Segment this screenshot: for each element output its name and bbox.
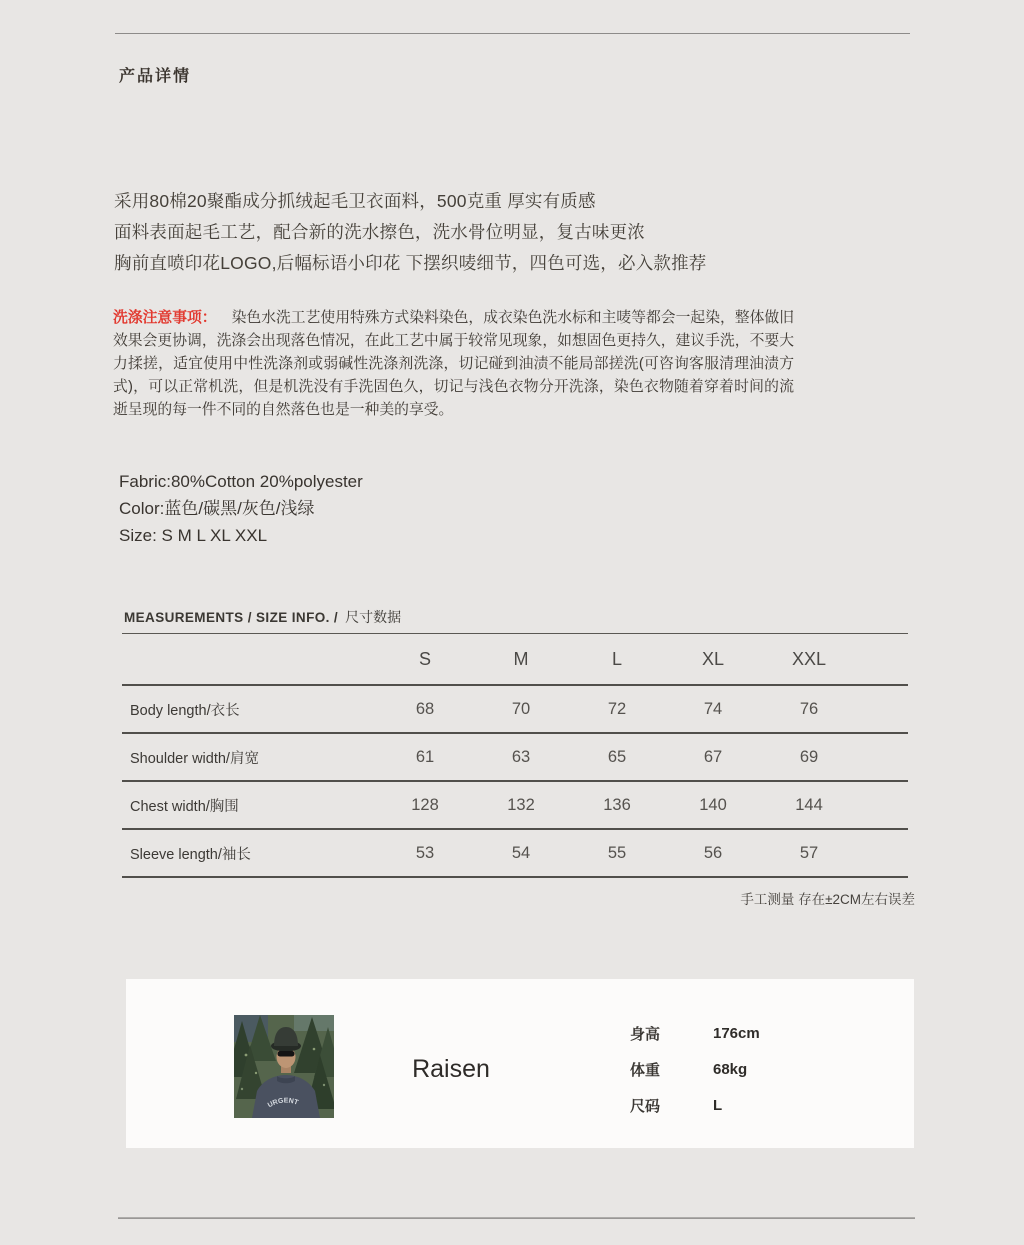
size-value: 144 [761,781,857,829]
row-label: Body length/衣长 [122,685,377,733]
size-column-header: XL [665,634,761,686]
spec-color: Color:蓝色/碳黑/灰色/浅绿 [119,499,315,518]
row-label: Shoulder width/肩宽 [122,733,377,781]
size-value: 74 [665,685,761,733]
size-value: 65 [569,733,665,781]
size-table-header-row [122,634,908,686]
stat-value: L [713,1096,723,1114]
size-column-header: M [473,634,569,686]
page-title: 产品详情 [119,68,192,85]
stat-label: 身高 [630,1025,661,1043]
size-value: 70 [473,685,569,733]
size-value: 76 [761,685,857,733]
model-name: Raisen [412,1055,490,1083]
stat-row-height [630,1015,760,1051]
size-table [122,633,908,878]
stat-row-size [630,1087,760,1123]
size-value: 56 [665,829,761,877]
row-label: Chest width/胸围 [122,781,377,829]
stat-label: 体重 [630,1061,661,1079]
model-shirt-text: URGENT [266,1097,300,1110]
size-value: 54 [473,829,569,877]
table-row [122,685,908,733]
wash-notice-text: 染色水洗工艺使用特殊方式染料染色，成衣染色洗水标和主唛等都会一起染，整体做旧效果会更协调，洗涤会出现落色情况，在此工艺中属于较常见现象，如想固色更持久，建议手洗，不要大力揉搓，适宜使用中性洗涤剂或弱碱性洗涤剂洗涤，切记碰到油渍不能局部搓洗(可咨询客服清理油渍方式)，可以正常机洗，但是机洗没有手洗固色久，切记与浅色衣物分开洗涤，染色衣物随着穿着时间的流逝呈现的每一件不同的自然落色也是一种美的享受。 [113,310,794,418]
size-value: 69 [761,733,857,781]
stat-value: 68kg [713,1060,748,1078]
size-value: 128 [377,781,473,829]
size-table-spacer-cell [857,781,908,829]
bottom-divider [118,1217,915,1219]
product-specs [119,468,363,549]
size-value: 61 [377,733,473,781]
spec-size: Size: S M L XL XXL [119,526,268,545]
measurement-note: 手工测量 存在±2CM左右误差 [740,892,915,907]
size-value: 72 [569,685,665,733]
wash-notice [113,307,794,422]
measurements-heading [124,607,401,627]
model-photo-illustration [234,1015,334,1118]
description-line: 面料表面起毛工艺，配合新的洗水擦色，洗水骨位明显，复古味更浓 [114,222,645,242]
size-column-header: XXL [761,634,857,686]
size-table-spacer-cell [857,634,908,686]
measurements-heading-en: MEASUREMENTS / SIZE INFO. / [124,610,339,625]
measurements-heading-cn: 尺寸数据 [345,609,402,625]
row-label: Sleeve length/袖长 [122,829,377,877]
model-card [126,979,914,1148]
size-value: 68 [377,685,473,733]
size-value: 53 [377,829,473,877]
size-column-header: L [569,634,665,686]
size-table-spacer-cell [857,733,908,781]
size-value: 132 [473,781,569,829]
size-value: 140 [665,781,761,829]
description-line: 胸前直喷印花LOGO,后幅标语小印花 下摆织唛细节，四色可选，必入款推荐 [114,253,707,273]
stat-value: 176cm [713,1024,760,1042]
stat-row-weight [630,1051,760,1087]
size-table-corner-cell [122,634,377,686]
size-column-header: S [377,634,473,686]
model-photo [234,1015,334,1118]
table-row [122,781,908,829]
size-value: 67 [665,733,761,781]
description-line: 采用80棉20聚酯成分抓绒起毛卫衣面料，500克重 厚实有质感 [114,191,596,211]
size-value: 57 [761,829,857,877]
size-table-spacer-cell [857,829,908,877]
size-value: 63 [473,733,569,781]
model-stats [630,1015,760,1123]
product-description [114,186,814,279]
table-row [122,733,908,781]
size-value: 136 [569,781,665,829]
top-divider [115,33,910,34]
wash-notice-label: 洗涤注意事项： [113,310,217,326]
stat-label: 尺码 [630,1097,661,1115]
spec-fabric: Fabric:80%Cotton 20%polyester [119,472,363,491]
size-value: 55 [569,829,665,877]
table-row [122,829,908,877]
size-table-spacer-cell [857,685,908,733]
